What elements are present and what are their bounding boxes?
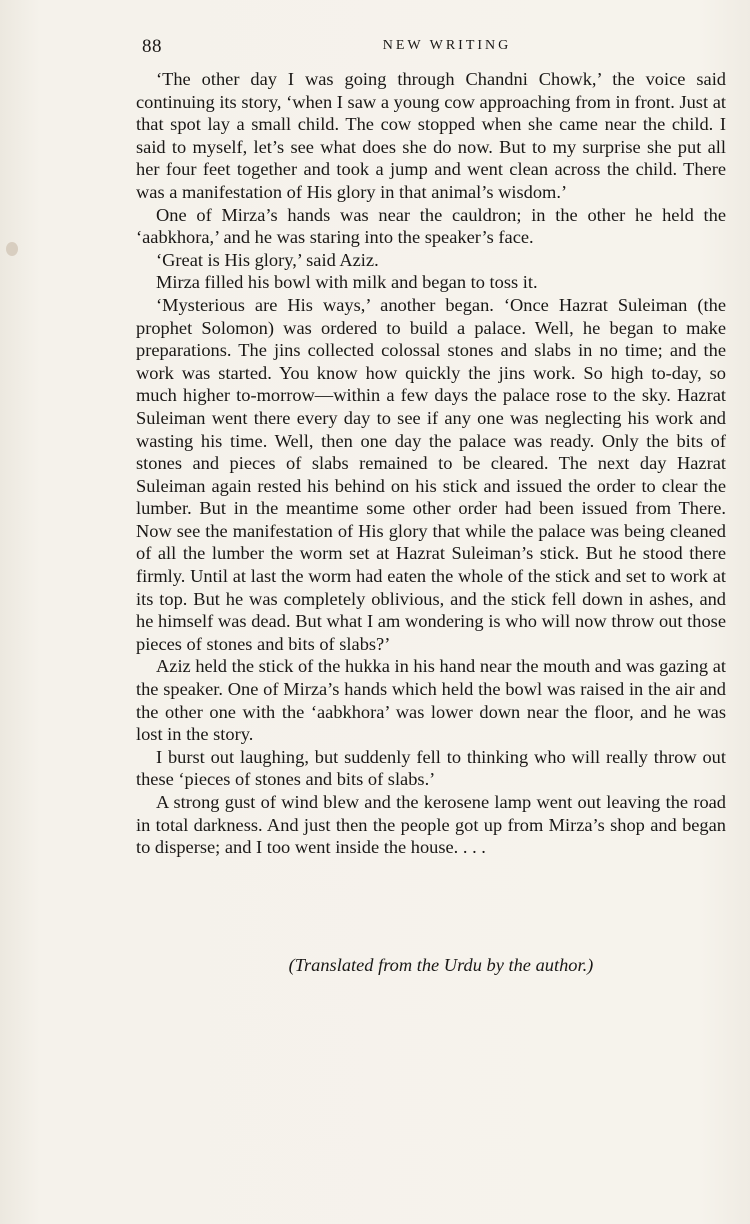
running-head: NEW WRITING bbox=[382, 38, 512, 53]
body-text bbox=[136, 68, 726, 859]
paragraph: One of Mirza’s hands was near the cauldron; in the other he held the ‘aabkhora,’ and he was staring into the speaker’s face. bbox=[136, 204, 726, 248]
paragraph: ‘Great is His glory,’ said Aziz. bbox=[156, 249, 379, 270]
paragraph: I burst out laughing, but suddenly fell to thinking who will really throw out these ‘pieces of stones and bits of slabs.’ bbox=[136, 746, 726, 790]
paper-stain bbox=[6, 242, 18, 256]
page-header bbox=[138, 36, 726, 60]
paragraph: ‘Mysterious are His ways,’ another began. ‘Once Hazrat Suleiman (the prophet Solomon) was ordered to build a palace. Well, he began to make preparations. The jins collected colossal stones and slabs in no time; and the work was started. You know how quickly the jins work. So high to-day, so much higher to-morrow—within a few days the palace rose to the sky. Hazrat Suleiman went there every day to see if any one was neglecting his work and wasting his time. Well, then one day the palace was ready. Only the bits of stones and pieces of slabs remained to be cleared. The next day Hazrat Suleiman again rested his behind on his stick and issued the order to clear the lumber. But in the meantime some other order had been issued from There. Now see the manifestation of His glory that while the palace was being cleaned of all the lumber the worm set at Hazrat Suleiman’s stick. But he stood there firmly. Until at last the worm had eaten the whole of the stick and set to work at its top. But he was completely oblivious, and the stick fell down in ashes, and he himself was dead. But what I am wondering is who will now throw out those pieces of stones and bits of slabs?’ bbox=[136, 294, 726, 654]
paragraph: Aziz held the stick of the hukka in his hand near the mouth and was gazing at the speaker. One of Mirza’s hands which held the bowl was raised in the air and the other one with the ‘aabkhora’ was lower down near the floor, and he was lost in the story. bbox=[136, 656, 726, 745]
paragraph: A strong gust of wind blew and the kerosene lamp went out leaving the road in total darkness. And just then the people got up from Mirza’s shop and began to disperse; and I too went inside the house. . . . bbox=[136, 792, 726, 858]
paragraph: ‘The other day I was going through Chandni Chowk,’ the voice said continuing its story, ‘when I saw a young cow approaching from in front. Just at that spot lay a small child. The cow stopped when she came near the child. I said to myself, let’s see what does she do now. But to my surprise she put all her four feet together and took a jump and went clean across the child. There was a manifestation of His glory in that animal’s wisdom.’ bbox=[136, 69, 726, 202]
paragraph: Mirza filled his bowl with milk and began to toss it. bbox=[156, 272, 538, 293]
translation-credit: (Translated from the Urdu by the author.) bbox=[288, 955, 594, 975]
page-number: 88 bbox=[142, 36, 162, 57]
